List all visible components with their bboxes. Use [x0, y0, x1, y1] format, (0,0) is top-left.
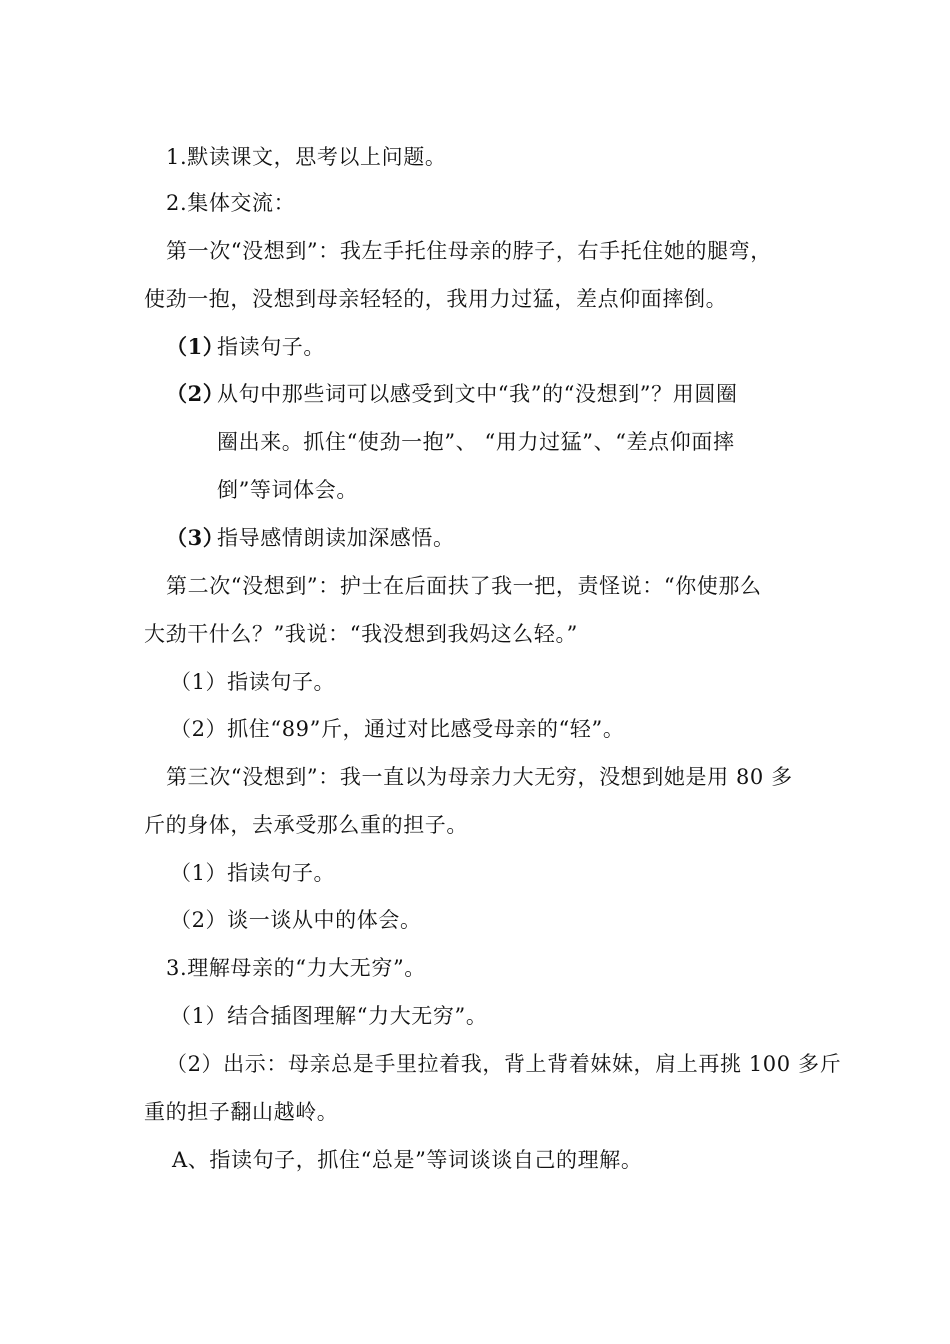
first-item-2-line-3: 倒”等词体会。	[217, 478, 358, 502]
second-surprise-line-1: 第二次“没想到”：护士在后面扶了我一把，责怪说：“你使那么	[166, 574, 762, 598]
third-surprise-line-2: 斤的身体，去承受那么重的担子。	[144, 813, 468, 837]
step-3-item-2-line-2: 重的担子翻山越岭。	[144, 1100, 339, 1124]
step-3-item-2-line-1: （2）出示：母亲总是手里拉着我，背上背着妹妹，肩上再挑 100 多斤	[166, 1052, 842, 1076]
first-item-2-line-2: 圈出来。抓住“使劲一抱”、 “用力过猛”、“差点仰面摔	[217, 430, 735, 454]
first-item-3-number: （3）	[166, 525, 225, 550]
step-1-line: 1.默读课文，思考以上问题。	[166, 145, 447, 169]
step-3-subitem-a: A、指读句子，抓住“总是”等词谈谈自己的理解。	[172, 1148, 643, 1172]
step-3-item-1: （1）结合插图理解“力大无穷”。	[170, 1004, 488, 1028]
first-surprise-line-2: 使劲一抱，没想到母亲轻轻的，我用力过猛，差点仰面摔倒。	[144, 287, 728, 311]
third-item-1: （1）指读句子。	[170, 861, 336, 885]
first-item-3-text: 指导感情朗读加深感悟。	[217, 526, 455, 550]
first-surprise-line-1: 第一次“没想到”：我左手托住母亲的脖子，右手托住她的腿弯，	[166, 239, 772, 263]
first-item-1-text: 指读句子。	[217, 335, 325, 359]
first-item-2-line-1: 从句中那些词可以感受到文中“我”的“没想到”？用圆圈	[217, 382, 738, 406]
third-surprise-line-1: 第三次“没想到”：我一直以为母亲力大无穷，没想到她是用 80 多	[166, 765, 793, 789]
first-item-2-number: （2）	[166, 381, 225, 406]
second-item-2: （2）抓住“89”斤，通过对比感受母亲的“轻”。	[170, 717, 625, 741]
third-item-2: （2）谈一谈从中的体会。	[170, 908, 422, 932]
second-surprise-line-2: 大劲干什么？”我说：“我没想到我妈这么轻。”	[144, 622, 578, 646]
first-item-1-number: （1）	[166, 334, 225, 359]
step-3-line: 3.理解母亲的“力大无穷”。	[166, 956, 426, 980]
step-2-line: 2.集体交流：	[166, 191, 296, 215]
second-item-1: （1）指读句子。	[170, 670, 336, 694]
